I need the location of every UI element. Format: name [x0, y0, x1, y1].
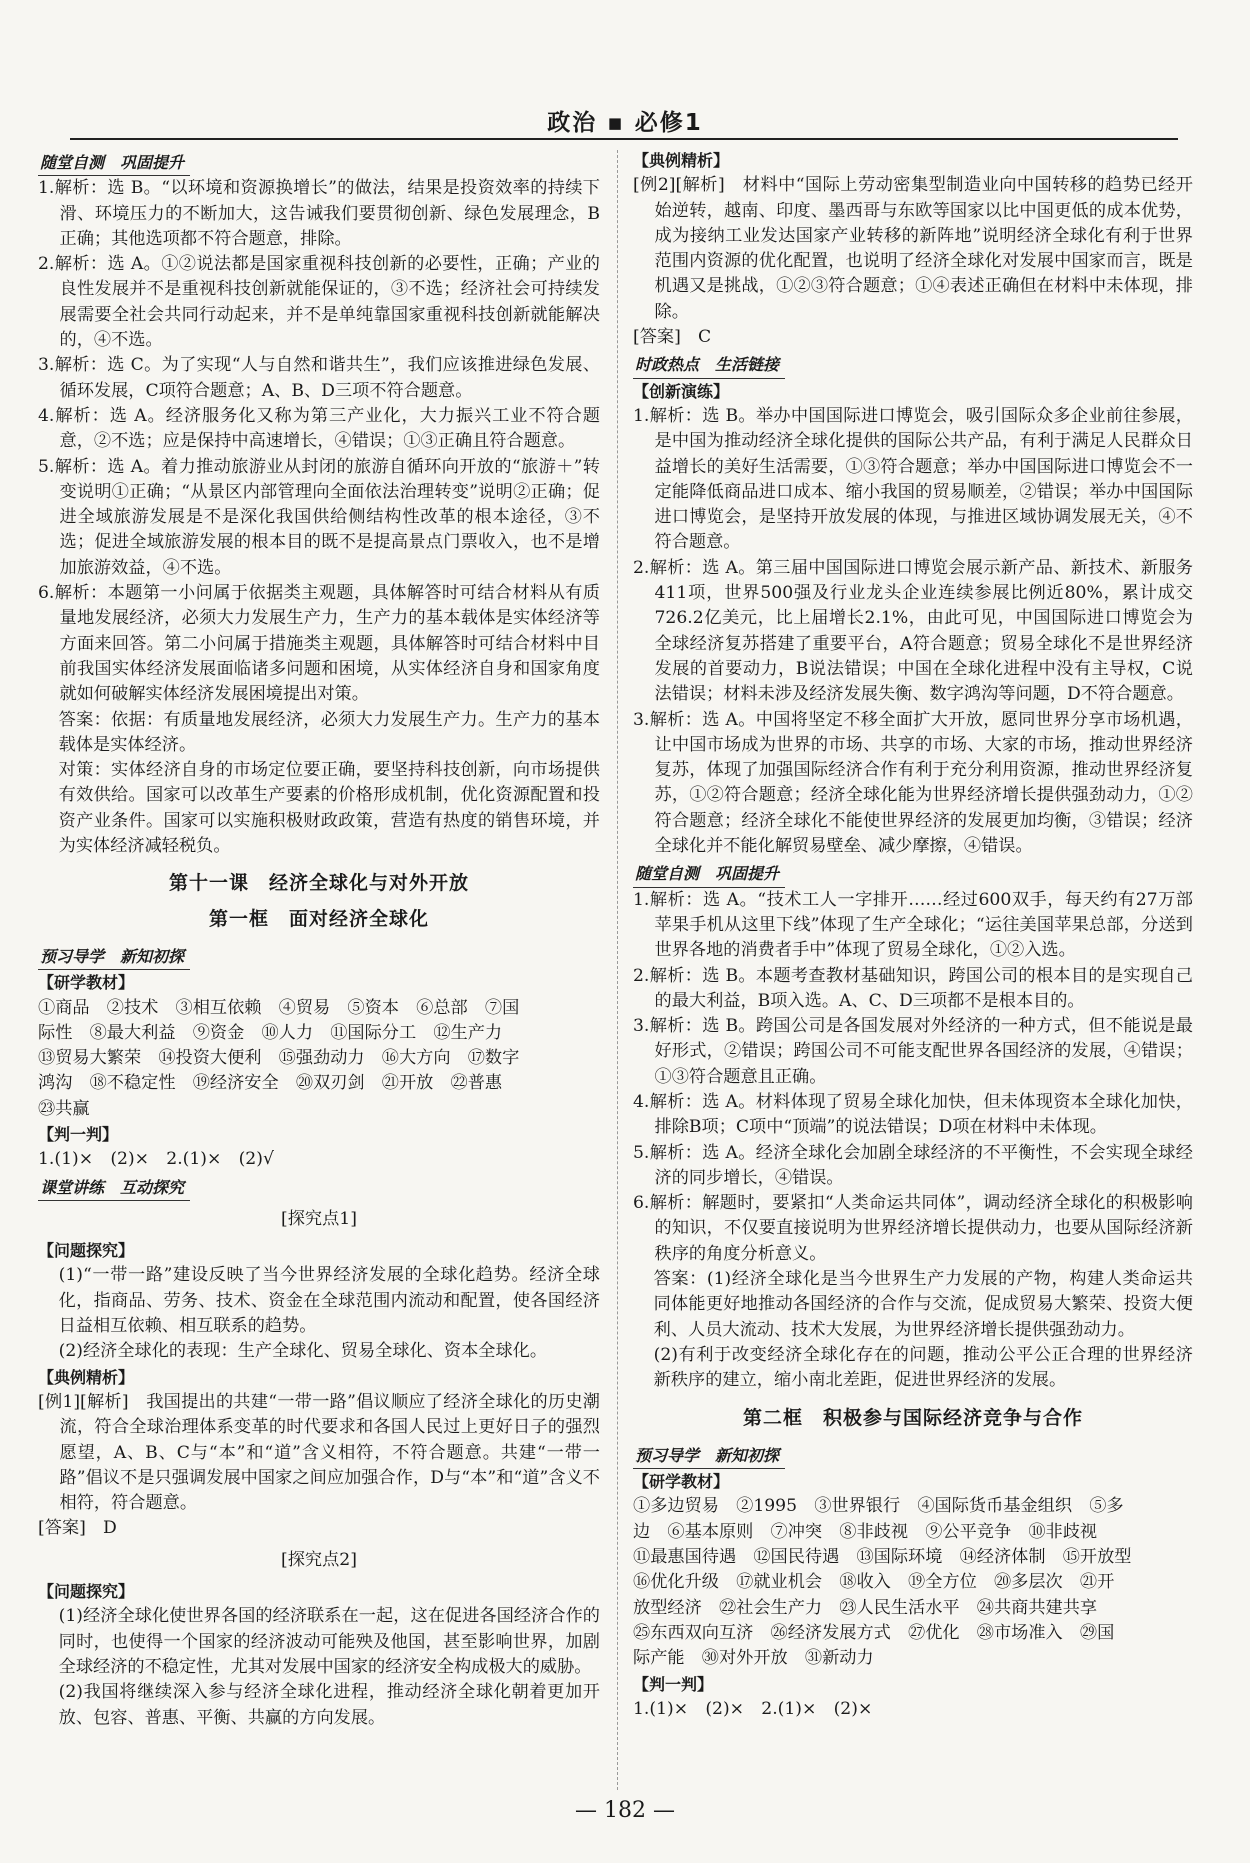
bracket-heading: 【问题探究】	[38, 1241, 135, 1261]
paragraph: (2)我国将继续深入参与经济全球化进程，推动经济全球化朝着更加开放、包容、普惠、平衡、共赢的方向发展。	[58, 1682, 600, 1728]
frame-title: 第一框 面对经济全球化	[208, 907, 429, 930]
bracket-heading: 【判一判】	[633, 1674, 714, 1694]
answer-item: 4.解析：选 A。经济服务化又称为第三产业化，大力振兴工业不符合题意，②不选；应是保持中高速增长，④错误；①③正确且符合题意。	[38, 405, 600, 452]
page-number: — 182 —	[575, 1798, 675, 1823]
fill-blank-row: ⑯优化升级 ⑰就业机会 ⑱收入 ⑲全方位 ⑳多层次 ㉑开	[633, 1572, 1115, 1593]
answer-item: 4.解析：选 A。材料体现了贸易全球化加快，但未体现资本全球化加快，排除B项；C项中“顶端”的说法错误；D项在材料中未体现。	[633, 1091, 1193, 1138]
example-answer: [答案] C	[633, 327, 712, 348]
fill-blank-row: ⑪最惠国待遇 ⑫国民待遇 ⑬国际环境 ⑭经济体制 ⑮开放型	[633, 1547, 1132, 1568]
answer-text: 答案：依据：有质量地发展经济，必须大力发展生产力。生产力的基本载体是实体经济。	[58, 709, 600, 755]
right-column	[633, 148, 1193, 1722]
page-header-title: 政治 ▪ 必修1	[547, 110, 703, 136]
bracket-heading: 【问题探究】	[38, 1582, 135, 1602]
fill-blank-row: 放型经济 ㉒社会生产力 ㉓人民生活水平 ㉔共商共建共享	[633, 1597, 1098, 1618]
fill-blank-row: 边 ⑥基本原则 ⑦冲突 ⑧非歧视 ⑨公平竞争 ⑩非歧视	[633, 1521, 1098, 1542]
bracket-heading: 【创新演练】	[633, 381, 730, 401]
example-answer: [答案] D	[38, 1518, 117, 1539]
answer-item: 6.解析：本题第一小问属于依据类主观题，具体解答时可结合材料从有质量地发展经济，必须大力发展生产力，生产力的基本载体是实体经济等方面来回答。第二小问属于措施类主观题，具体解答时可结合材料中目前我国实体经济发展面临诸多问题和困境，从实体经济自身和国家角度就如何破解实体经济发展困境提出对策。	[38, 583, 600, 705]
column-divider	[617, 150, 618, 1790]
bracket-heading: 【判一判】	[38, 1124, 119, 1144]
answer-item: 1.解析：选 A。“技术工人一字排开……经过600双手，每天约有27万部苹果手机从这里下线”体现了生产全球化；“运往美国苹果总部，分送到世界各地的消费者手中”体现了贸易全球化，①②入选。	[633, 889, 1193, 961]
lesson-title: 第十一课 经济全球化与对外开放	[168, 872, 469, 895]
answer-item: 2.解析：选 B。本题考查教材基础知识，跨国公司的根本目的是实现自己的最大利益，B项入选。A、C、D三项都不是根本目的。	[633, 965, 1193, 1011]
section-heading: 随堂自测 巩固提升	[38, 150, 190, 176]
section-heading: 时政热点 生活链接	[633, 352, 785, 378]
example-analysis: [例1][解析] 我国提出的共建“一带一路”倡议顺应了经济全球化的历史潮流，符合全球治理体系变革的时代要求和各国人民过上更好日子的强烈愿望，A、B、C与“本”和“道”含义相符，不符合题意。共建“一带一路”倡议不是只强调发展中国家之间应加强合作，D与“本”和“道”含义不相符，符合题意。	[38, 1391, 600, 1514]
fill-blank-row: 鸿沟 ⑱不稳定性 ⑲经济安全 ⑳双刃剑 ㉑开放 ㉒普惠	[38, 1073, 503, 1094]
judge-answers: 1.(1)× (2)× 2.(1)× (2)√	[38, 1149, 274, 1170]
answer-item: 1.解析：选 B。举办中国国际进口博览会，吸引国际众多企业前往参展，是中国为推动经济全球化提供的国际公共产品，有利于满足人民群众日益增长的美好生活需要，①③符合题意；举办中国国际进口博览会不一定能降低商品进口成本、缩小我国的贸易顺差，②错误；举办中国国际进口博览会，是坚持开放发展的体现，与推进区域协调发展无关，④不符合题意。	[633, 405, 1193, 553]
section-heading: 随堂自测 巩固提升	[633, 861, 785, 887]
answer-text: 答案：(1)经济全球化是当今世界生产力发展的产物，构建人类命运共同体能更好地推动各国经济的合作与交流，促成贸易大繁荣、投资大便利、人员大流动、技术大发展，为世界经济增长提供强劲动力。	[653, 1269, 1193, 1340]
paragraph: (1)经济全球化使世界各国的经济联系在一起，这在促进各国经济合作的同时，也使得一个国家的经济波动可能殃及他国，甚至影响世界，加剧全球经济的不稳定性，尤其对发展中国家的经济安全构成极大的威胁。	[58, 1606, 600, 1677]
answer-item: 6.解析：解题时，要紧扣“人类命运共同体”，调动经济全球化的积极影响的知识，不仅要直接说明为世界经济增长提供动力，也要从国际经济新秩序的角度分析意义。	[633, 1193, 1193, 1264]
fill-blank-row: ㉓共赢	[38, 1098, 90, 1119]
answer-text: 对策：实体经济自身的市场定位要正确，要坚持科技创新，向市场提供有效供给。国家可以改革生产要素的价格形成机制，优化资源配置和投资产业条件。国家可以实施积极财政政策，营造有热度的销售环境，并为实体经济减轻税负。	[58, 760, 600, 857]
paragraph: (2)经济全球化的表现：生产全球化、贸易全球化、资本全球化。	[58, 1341, 548, 1362]
bracket-heading: 【典例精析】	[633, 151, 730, 170]
header-rule	[70, 138, 1178, 140]
fill-blank-row: ①商品 ②技术 ③相互依赖 ④贸易 ⑤资本 ⑥总部 ⑦国	[38, 997, 520, 1018]
section-heading: 预习导学 新知初探	[38, 944, 190, 970]
explore-point: [探究点1]	[281, 1208, 357, 1229]
section-heading: 预习导学 新知初探	[633, 1443, 785, 1469]
judge-answers: 1.(1)× (2)× 2.(1)× (2)×	[633, 1698, 873, 1719]
left-column	[38, 148, 600, 1731]
explore-point: [探究点2]	[281, 1549, 357, 1570]
answer-item: 5.解析：选 A。经济全球化会加剧全球经济的不平衡性，不会实现全球经济的同步增长，④错误。	[633, 1142, 1193, 1188]
fill-blank-row: 际性 ⑧最大利益 ⑨资金 ⑩人力 ⑪国际分工 ⑫生产力	[38, 1022, 503, 1043]
answer-text: (2)有利于改变经济全球化存在的问题，推动公平公正合理的世界经济新秩序的建立，缩小南北差距，促进世界经济的发展。	[653, 1344, 1193, 1391]
paragraph: (1)“一带一路”建设反映了当今世界经济发展的全球化趋势。经济全球化，指商品、劳务、技术、资金在全球范围内流动和配置，使各国经济日益相互依赖、相互联系的趋势。	[58, 1265, 600, 1337]
answer-item: 1.解析：选 B。“以环境和资源换增长”的做法，结果是投资效率的持续下滑、环境压力的不断加大，这告诫我们要贯彻创新、绿色发展理念，B正确；其他选项都不符合题意，排除。	[38, 178, 600, 249]
section-heading: 课堂讲练 互动探究	[38, 1175, 190, 1201]
fill-blank-row: ①多边贸易 ②1995 ③世界银行 ④国际货币基金组织 ⑤多	[633, 1496, 1124, 1517]
fill-blank-row: 际产能 ㉚对外开放 ㉛新动力	[633, 1648, 874, 1669]
fill-blank-row: ⑬贸易大繁荣 ⑭投资大便利 ⑮强劲动力 ⑯大方向 ⑰数字	[38, 1048, 520, 1069]
bracket-heading: 【研学教材】	[38, 973, 135, 993]
bracket-heading: 【典例精析】	[38, 1367, 135, 1387]
answer-item: 5.解析：选 A。着力推动旅游业从封闭的旅游自循环向开放的“旅游＋”转变说明①正确；“从景区内部管理向全面依法治理转变”说明②正确；促进全域旅游发展是不是深化我国供给侧结构性改革的根本途径，③不选；促进全域旅游发展的根本目的既不是提高景点门票收入，也不是增加旅游效益，④不选。	[38, 456, 600, 578]
answer-item: 3.解析：选 A。中国将坚定不移全面扩大开放，愿同世界分享市场机遇，让中国市场成为世界的市场、共享的市场、大家的市场，推动世界经济复苏，体现了加强国际经济合作有利于充分利用资源，推动世界经济复苏，①②符合题意；经济全球化能为世界经济增长提供强劲动力，①②符合题意；经济全球化不能使世界经济的发展更加均衡，③错误；经济全球化并不能化解贸易壁垒、减少摩擦，④错误。	[633, 709, 1193, 857]
answer-item: 2.解析：选 A。①②说法都是国家重视科技创新的必要性，正确；产业的良性发展并不是重视科技创新就能保证的，③不选；经济社会可持续发展需要全社会共同行动起来，并不是单纯靠国家重视科技创新就能解决的，④不选。	[38, 254, 600, 351]
bracket-heading: 【研学教材】	[633, 1472, 730, 1492]
frame-title: 第二框 积极参与国际经济竞争与合作	[742, 1406, 1083, 1429]
example-analysis: [例2][解析] 材料中“国际上劳动密集型制造业向中国转移的趋势已经开始逆转，越南、印度、墨西哥与东欧等国家以比中国更低的成本优势，成为接纳工业发达国家产业转移的新阵地”说明经济全球化有利于世界范围内资源的优化配置，也说明了经济全球化对发展中国家而言，既是机遇又是挑战，①②③符合题意；①④表述正确但在材料中未体现，排除。	[633, 175, 1193, 322]
answer-item: 3.解析：选 C。为了实现“人与自然和谐共生”，我们应该推进绿色发展、循环发展，C项符合题意；A、B、D三项不符合题意。	[38, 355, 600, 401]
fill-blank-row: ㉕东西双向互济 ㉖经济发展方式 ㉗优化 ㉘市场准入 ㉙国	[633, 1622, 1115, 1643]
answer-item: 3.解析：选 B。跨国公司是各国发展对外经济的一种方式，但不能说是最好形式，②错误；跨国公司不可能支配世界各国经济的发展，④错误；①③符合题意且正确。	[633, 1016, 1193, 1087]
answer-item: 2.解析：选 A。第三届中国国际进口博览会展示新产品、新技术、新服务411项，世界500强及行业龙头企业连续参展比例近80%，累计成交726.2亿美元，比上届增长2.1%，由此可见，中国国际进口博览会为全球经济复苏搭建了重要平台，A符合题意；贸易全球化不是世界经济发展的首要动力，B说法错误；中国在全球化进程中没有主导权，C说法错误；材料未涉及经济发展失衡、数字鸿沟等问题，D不符合题意。	[633, 557, 1193, 705]
